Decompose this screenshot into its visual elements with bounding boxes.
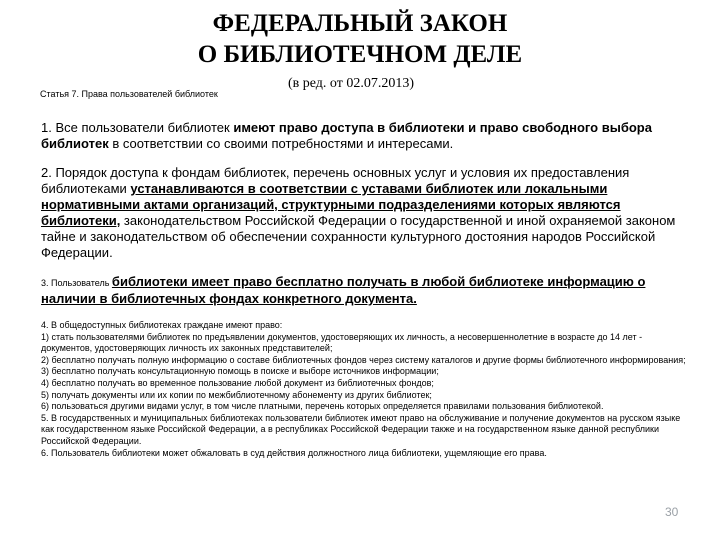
paragraph-3 bbox=[41, 274, 695, 307]
paragraph-1-bold: имеют право доступа в библиотеки и право свободного выбора библиотек bbox=[41, 120, 652, 151]
document-title bbox=[0, 8, 720, 70]
list-item: 1) стать пользователями библиотек по предъявлении документов, удостоверяющих их личность, а несовершеннолетние в возрасте до 14 лет - документов, удостоверяющих личность их законных представителей; bbox=[41, 331, 643, 354]
list-item: 6. Пользователь библиотеки может обжаловать в суд действия должностного лица библиотеки, ущемляющие его права. bbox=[41, 447, 547, 458]
paragraph-2 bbox=[41, 165, 695, 261]
list-item: 3) бесплатно получать консультационную помощь в поиске и выборе источников информации; bbox=[41, 366, 439, 377]
list-item: 4) бесплатно получать во временное пользование любой документ из библиотечных фондов; bbox=[41, 377, 434, 388]
edition-note: (в ред. от 02.07.2013) bbox=[288, 76, 415, 91]
paragraph-2-bold-underlined: устанавливаются в соответствии с уставами библиотек или локальными нормативными актами организаций, структурными подразделениями которых являются библиотеки, bbox=[41, 181, 621, 228]
list-item: 5) получать документы или их копии по межбиблиотечному абонементу из других библиотек; bbox=[41, 389, 432, 400]
list-item: 4. В общедоступных библиотеках граждане имеют право: bbox=[41, 320, 283, 330]
list-item: 6) пользоваться другими видами услуг, в том числе платными, перечень которых определяется правилами пользования библиотекой. bbox=[41, 401, 604, 412]
paragraph-1-text-a: 1. Все пользователи библиотек bbox=[41, 120, 234, 135]
document-body bbox=[41, 120, 695, 459]
list-item: 5. В государственных и муниципальных библиотеках пользователи библиотек имеют право на обслуживание и получение документов на русском языке как государственном языке Российской Федерации, а в республиках Российской Федерации также и на государственном языке данной республики Российской Федерации. bbox=[41, 412, 681, 446]
paragraph-3-bold-underlined: библиотеки имеет право бесплатно получать в любой библиотеке информацию о наличии в библиотечных фондах конкретного документа. bbox=[41, 274, 646, 306]
paragraph-3-text: 3. Пользователь bbox=[41, 278, 112, 288]
paragraph-2-text-b: законодательством Российской Федерации о государственной и иной охраняемой законом тайне и законодательством об обеспечении сохранности культурного достояния народов Российской Федерации. bbox=[41, 213, 676, 260]
paragraph-1-text-b: в соответствии со своими потребностями и интересами. bbox=[108, 136, 454, 151]
rights-list bbox=[41, 320, 695, 459]
paragraph-2-text-a: 2. Порядок доступа к фондам библиотек, перечень основных услуг и условия их предоставления библиотеками bbox=[41, 165, 630, 196]
page-number: 30 bbox=[665, 505, 679, 519]
title-line-1: ФЕДЕРАЛЬНЫЙ ЗАКОН bbox=[212, 10, 508, 37]
title-line-2: О БИБЛИОТЕЧНОМ ДЕЛЕ bbox=[197, 41, 523, 68]
list-item: 2) бесплатно получать полную информацию о составе библиотечных фондов через систему каталогов и другие формы библиотечного информирования; bbox=[41, 354, 686, 365]
paragraph-1 bbox=[41, 120, 695, 152]
article-heading: Статья 7. Права пользователей библиотек bbox=[40, 89, 218, 99]
